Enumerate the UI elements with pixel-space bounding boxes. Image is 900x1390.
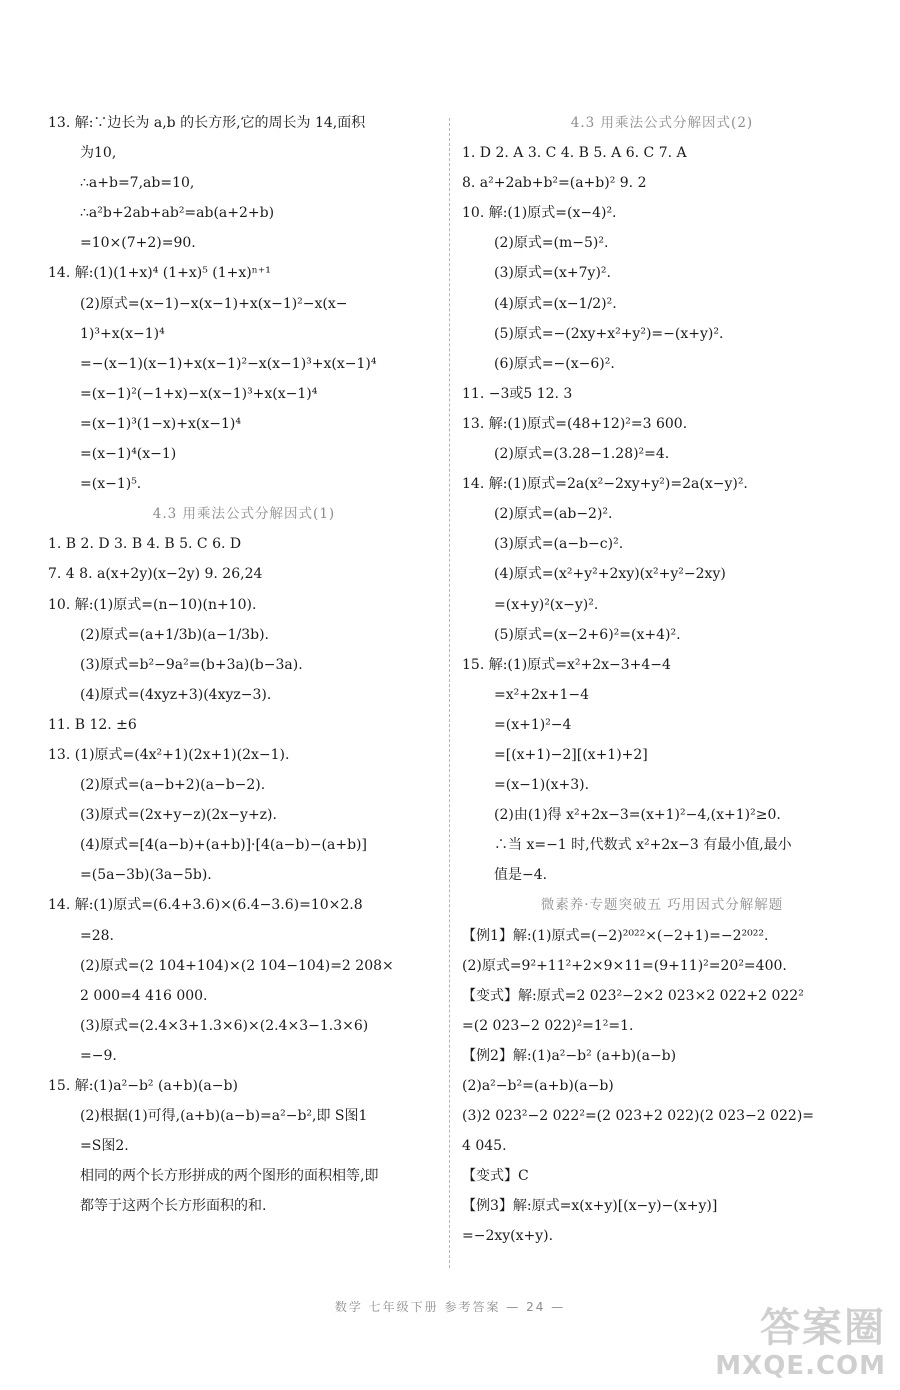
answer-line: ∴a²b+2ab+ab²=ab(a+2+b) [80,205,275,222]
answer-line: (2)a²−b²=(a+b)(a−b) [462,1078,614,1094]
watermark-logo: 答案圈 [760,1305,886,1351]
answer-line: ∴a+b=7,ab=10, [80,175,195,192]
answer-line: (2)根据(1)可得,(a+b)(a−b)=a²−b²,即 S图1 [80,1108,368,1125]
answer-line: =S图2. [80,1138,129,1155]
answer-line: (5)原式=(x−2+6)²=(x+4)². [494,626,681,643]
answer-line: 14. 解:(1)原式=(6.4+3.6)×(6.4−3.6)=10×2.8 [48,897,363,914]
answer-line: =−2xy(x+y). [462,1228,554,1245]
answer-line: (6)原式=−(x−6)². [494,355,615,372]
answer-line: (2)原式=(m−5)². [494,235,609,252]
answer-line: 都等于这两个长方形面积的和. [80,1198,267,1215]
watermark-url: MXQE.COM [715,1351,886,1381]
answer-line: (4)原式=(4xyz+3)(4xyz−3). [80,686,272,703]
section-heading: 微素养·专题突破五 巧用因式分解解题 [540,897,784,914]
answer-line: 为10, [80,145,117,162]
left-column [48,108,440,1221]
answer-line: 10. 解:(1)原式=(x−4)². [462,205,617,222]
answer-line: 15. 解:(1)原式=x²+2x−3+4−4 [462,656,671,673]
answer-line: (2)原式=(2 104+104)×(2 104−104)=2 208× [80,957,394,974]
answer-line: (2)原式=(a+1/3b)(a−1/3b). [80,626,269,643]
answer-line: 8. a²+2ab+b²=(a+b)² 9. 2 [462,175,647,192]
answer-line: (3)原式=(2x+y−z)(2x−y+z). [80,807,277,824]
answer-line: (3)2 023²−2 022²=(2 023+2 022)(2 023−2 022)= [462,1108,815,1125]
answer-line: (2)原式=(x−1)−x(x−1)+x(x−1)²−x(x− [80,295,348,312]
answer-line: 13. 解:(1)原式=(48+12)²=3 600. [462,415,688,432]
answer-line: 【例3】解:原式=x(x+y)[(x−y)−(x+y)] [462,1198,718,1215]
answer-line: =(x+1)²−4 [494,716,572,733]
answer-line: =(x−1)²(−1+x)−x(x−1)³+x(x−1)⁴ [80,385,318,402]
answer-line: 【例2】解:(1)a²−b² (a+b)(a−b) [462,1047,677,1064]
answer-line: (4)原式=(x²+y²+2xy)(x²+y²−2xy) [494,566,726,583]
answer-line: =(x−1)⁴(x−1) [80,446,177,463]
answer-line: 【例1】解:(1)原式=(−2)²⁰²²×(−2+1)=−2²⁰²². [462,927,769,944]
answer-line: (2)原式=(a−b+2)(a−b−2). [80,777,266,794]
answer-line: 2 000=4 416 000. [80,987,208,1004]
answer-line: (2)原式=9²+11²+2×9×11=(9+11)²=20²=400. [462,957,787,974]
page-footer: 数学 七年级下册 参考答案 — 24 — [334,1300,566,1314]
answer-line: (4)原式=(x−1/2)². [494,295,617,312]
answer-line: 15. 解:(1)a²−b² (a+b)(a−b) [48,1078,238,1094]
right-column [462,108,862,1252]
section-heading: 4.3 用乘法公式分解因式(2) [570,115,754,131]
answer-line: 14. 解:(1)(1+x)⁴ (1+x)⁵ (1+x)ⁿ⁺¹ [48,265,271,282]
answer-line: 7. 4 8. a(x+2y)(x−2y) 9. 26,24 [48,566,263,583]
answer-line: ∴当 x=−1 时,代数式 x²+2x−3 有最小值,最小 [494,837,792,854]
answer-line: =(5a−3b)(3a−5b). [80,867,212,884]
answer-line: =[(x+1)−2][(x+1)+2] [494,746,648,763]
answer-line: (5)原式=−(2xy+x²+y²)=−(x+y)². [494,325,724,342]
answer-line: 1. B 2. D 3. B 4. B 5. C 6. D [48,536,242,553]
section-heading: 4.3 用乘法公式分解因式(1) [152,506,336,523]
answer-line: =(2 023−2 022)²=1²=1. [462,1017,634,1034]
answer-line: (2)原式=(ab−2)². [494,506,613,523]
answer-line: 11. B 12. ±6 [48,716,137,733]
answer-line: 4 045. [462,1138,507,1155]
answer-line: 11. −3或5 12. 3 [462,385,573,402]
answer-line: 13. 解:∵边长为 a,b 的长方形,它的周长为 14,面积 [48,115,366,131]
answer-line: 【变式】解:原式=2 023²−2×2 023×2 022+2 022² [462,987,804,1004]
answer-line: (3)原式=(x+7y)². [494,265,611,282]
column-divider [449,118,450,1268]
answer-line: 1. D 2. A 3. C 4. B 5. A 6. C 7. A [462,145,687,162]
answer-line: 13. (1)原式=(4x²+1)(2x+1)(2x−1). [48,746,290,763]
answer-line: =−(x−1)(x−1)+x(x−1)²−x(x−1)³+x(x−1)⁴ [80,355,377,372]
answer-line: (4)原式=[4(a−b)+(a+b)]·[4(a−b)−(a+b)] [80,837,367,854]
answer-line: =(x−1)⁵. [80,476,142,493]
watermark [686,1304,886,1382]
answer-line: 值是−4. [494,867,548,884]
answer-line: =(x−1)(x+3). [494,777,590,794]
answer-line: =−9. [80,1047,117,1064]
answer-line: =x²+2x+1−4 [494,686,590,703]
answer-line: =(x+y)²(x−y)². [494,596,599,613]
answer-line: 10. 解:(1)原式=(n−10)(n+10). [48,596,257,613]
answer-line: (2)由(1)得 x²+2x−3=(x+1)²−4,(x+1)²≥0. [494,807,781,824]
answer-line: =28. [80,927,114,944]
answer-line: (3)原式=(2.4×3+1.3×6)×(2.4×3−1.3×6) [80,1017,369,1034]
answer-line: 1)³+x(x−1)⁴ [80,325,165,342]
answer-line: =(x−1)³(1−x)+x(x−1)⁴ [80,415,241,432]
answer-line: (3)原式=b²−9a²=(b+3a)(b−3a). [80,656,303,673]
answer-line: 【变式】C [462,1168,529,1185]
answer-line: =10×(7+2)=90. [80,235,196,252]
answer-line: 14. 解:(1)原式=2a(x²−2xy+y²)=2a(x−y)². [462,476,748,493]
answer-line: 相同的两个长方形拼成的两个图形的面积相等,即 [80,1168,379,1185]
answer-line: (2)原式=(3.28−1.28)²=4. [494,446,670,463]
answer-line: (3)原式=(a−b−c)². [494,536,624,553]
